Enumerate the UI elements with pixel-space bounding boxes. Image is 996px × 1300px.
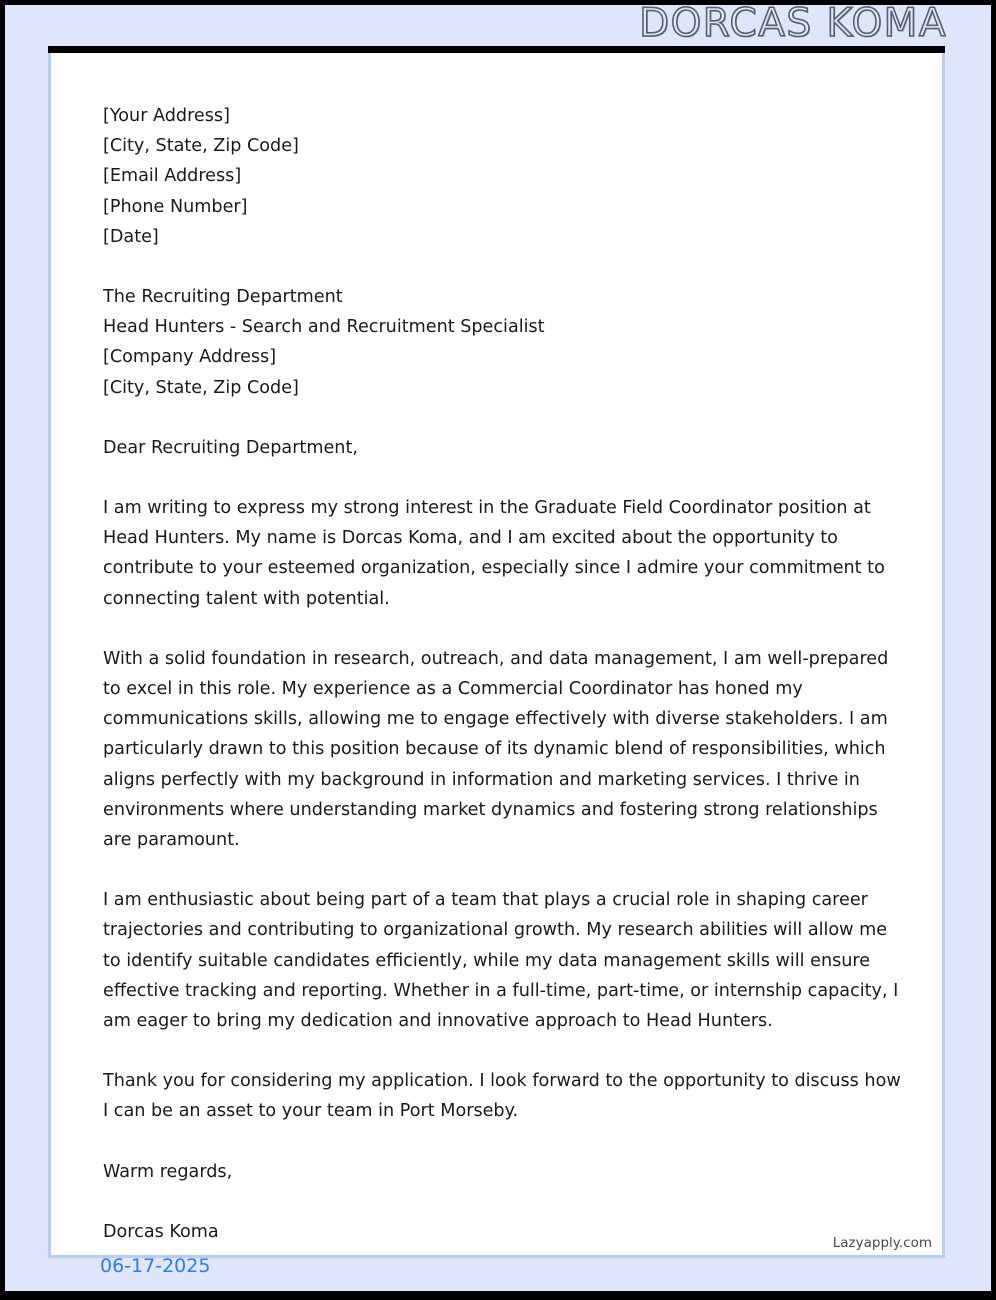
body-paragraph-3: I am enthusiastic about being part of a team that plays a crucial role in shaping career trajectories and contributing to organizational growth. My research abilities will allow me to identify suitable candidates efficiently, while my data management skills will ensure effective tracking and reporting. Whether in a full-time, part-time, or internship capacity, I am eager to bring my dedication and innovative approach to Head Hunters. xyxy=(103,890,899,1032)
letterhead-header xyxy=(5,1,991,46)
valediction: Warm regards, xyxy=(103,1161,233,1182)
applicant-name-heading: DORCAS KOMA xyxy=(639,1,947,46)
lazyapply-watermark: Lazyapply.com xyxy=(832,1235,932,1251)
block-spacer xyxy=(103,1036,903,1066)
sender-line: [Phone Number] xyxy=(103,196,248,217)
recipient-line: [City, State, Zip Code] xyxy=(103,377,299,398)
sender-line: [Your Address] xyxy=(103,106,230,126)
letter-content xyxy=(103,101,903,1247)
block-spacer xyxy=(103,252,903,282)
page-frame xyxy=(5,1,991,1291)
recipient-line: Head Hunters - Search and Recruitment Specialist xyxy=(103,317,545,338)
block-spacer xyxy=(103,463,903,493)
recipient-line: [Company Address] xyxy=(103,347,277,368)
recipient-address-block xyxy=(103,282,903,403)
body-paragraph-2: With a solid foundation in research, outreach, and data management, I am well-prepared to excel in this role. My experience as a Commercial Coordinator has honed my communications skills, allowing me to engage effectively with diverse stakeholders. I am particularly drawn to this position because of its dynamic blend of responsibilities, which aligns perfectly with my background in information and marketing services. I thrive in environments where understanding market dynamics and fostering strong relationships are paramount. xyxy=(103,648,889,851)
recipient-line: The Recruiting Department xyxy=(103,287,343,308)
salutation: Dear Recruiting Department, xyxy=(103,437,358,458)
block-spacer xyxy=(103,614,903,644)
sender-line: [City, State, Zip Code] xyxy=(103,136,299,157)
body-paragraph-4: Thank you for considering my application. I look forward to the opportunity to discuss how I can be an asset to your team in Port Morseby. xyxy=(103,1071,901,1122)
block-spacer xyxy=(103,1127,903,1157)
block-spacer xyxy=(103,403,903,433)
sender-address-block xyxy=(103,101,903,252)
body-paragraph-1: I am writing to express my strong interest in the Graduate Field Coordinator position at Head Hunters. My name is Dorcas Koma, and I am excited about the opportunity to contribute to your esteemed organization, especially since I admire your commitment to connecting talent with potential. xyxy=(103,498,885,609)
sender-line: [Date] xyxy=(103,226,159,247)
header-divider-rule xyxy=(48,46,945,53)
letter-sheet xyxy=(48,53,945,1258)
signature-name: Dorcas Koma xyxy=(103,1221,219,1242)
block-spacer xyxy=(103,1187,903,1217)
block-spacer xyxy=(103,855,903,885)
sender-line: [Email Address] xyxy=(103,166,242,187)
date-stamp: 06-17-2025 xyxy=(100,1255,211,1277)
